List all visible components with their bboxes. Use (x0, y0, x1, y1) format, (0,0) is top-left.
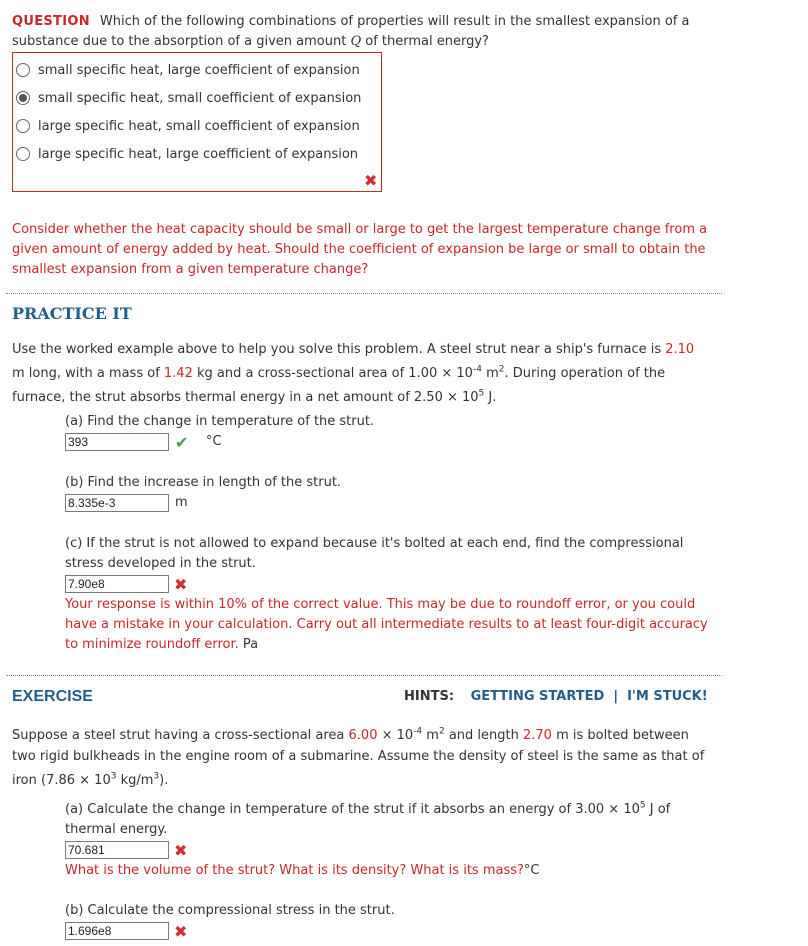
option-4[interactable]: large specific heat, large coefficient of expansion (16, 144, 358, 164)
getting-started-link[interactable]: GETTING STARTED (470, 689, 605, 704)
radio-button-selected[interactable] (16, 91, 30, 105)
practice-b-unit: m (175, 495, 188, 510)
cross-icon: ✖ (364, 171, 378, 190)
practice-a-label: (a) Find the change in temperature of the strut. (65, 414, 375, 429)
option-2[interactable]: small specific heat, small coefficient of expansion (16, 88, 361, 108)
exercise-a-input[interactable]: 70.681 (65, 841, 169, 859)
cross-icon: ✖ (174, 922, 188, 941)
im-stuck-link[interactable]: I'M STUCK! (627, 689, 708, 704)
divider (6, 293, 722, 294)
question-text: QUESTION Which of the following combinations of properties will result in the smallest expansion of a substance due to the absorption of a given amount Q of thermal energy? (12, 14, 690, 49)
practice-a-input[interactable]: 393 (65, 433, 169, 451)
practice-c-label: (c) If the strut is not allowed to expand because it's bolted at each end, find the compressional stress developed in the strut. (65, 536, 684, 571)
exercise-b-label: (b) Calculate the compressional stress in the strut. (65, 903, 395, 918)
practice-c-feedback: Your response is within 10% of the correct value. This may be due to roundoff error, or you could have a mistake in your calculation. Carry out all intermediate results to at least four-digit accuracy to minimize roundoff error. Pa (65, 597, 708, 652)
check-icon: ✔ (175, 433, 189, 452)
radio-button[interactable] (16, 147, 30, 161)
practice-c-input[interactable]: 7.90e8 (65, 575, 169, 593)
divider (6, 675, 722, 676)
radio-button[interactable] (16, 63, 30, 77)
practice-c-unit: Pa (242, 637, 259, 652)
exercise-b-input[interactable]: 1.696e8 (65, 922, 169, 940)
option-1[interactable]: small specific heat, large coefficient of expansion (16, 60, 360, 80)
exercise-a-unit: °C (523, 863, 540, 878)
practice-a-unit: °C (206, 434, 222, 449)
question-tag: QUESTION (12, 14, 90, 29)
option-3[interactable]: large specific heat, small coefficient of expansion (16, 116, 360, 136)
practice-b-label: (b) Find the increase in length of the strut. (65, 475, 342, 490)
exercise-a-label: (a) Calculate the change in temperature of the strut if it absorbs an energy of $3.00 \times 10^5$ J of thermal energy. (65, 800, 671, 837)
practice-intro: Use the worked example above to help you solve this problem. A steel strut near a ship's furnace is 2.10 m long, with a mass of 1.42 kg and a cross-sectional area of $1.00 \times 10^{-4}$ $m^2$. During operation of the furnace, the strut absorbs thermal energy in a net amount of $2.50 \times 10^5$ J. (12, 342, 695, 405)
cross-icon: ✖ (174, 575, 188, 594)
section-title-practice: PRACTICE IT (12, 304, 132, 323)
exercise-intro: Suppose a steel strut having a cross-sectional area $6.00 \times 10^{-4}$ $m^2$ and length 2.70 m is bolted between two rigid bulkheads in the engine room of a submarine. Assume the density of steel is the same as that of iron ($7.86 \times 10^3$ $kg/m^3$). (12, 726, 705, 788)
answer-options-box (12, 52, 382, 192)
cross-icon: ✖ (174, 841, 188, 860)
exercise-a-feedback: What is the volume of the strut? What is its density? What is its mass?°C (65, 863, 540, 878)
section-title-exercise: EXERCISE (12, 688, 93, 705)
practice-b-input[interactable]: 8.335e-3 (65, 494, 169, 512)
hints-bar: HINTS: GETTING STARTED | I'M STUCK! (404, 689, 708, 704)
question-feedback: Consider whether the heat capacity should be small or large to get the largest temperature change from a given amount of energy added by heat. Should the coefficient of expansion be large or small to obtain the smallest expansion from a given temperature change? (12, 222, 708, 277)
radio-button[interactable] (16, 119, 30, 133)
